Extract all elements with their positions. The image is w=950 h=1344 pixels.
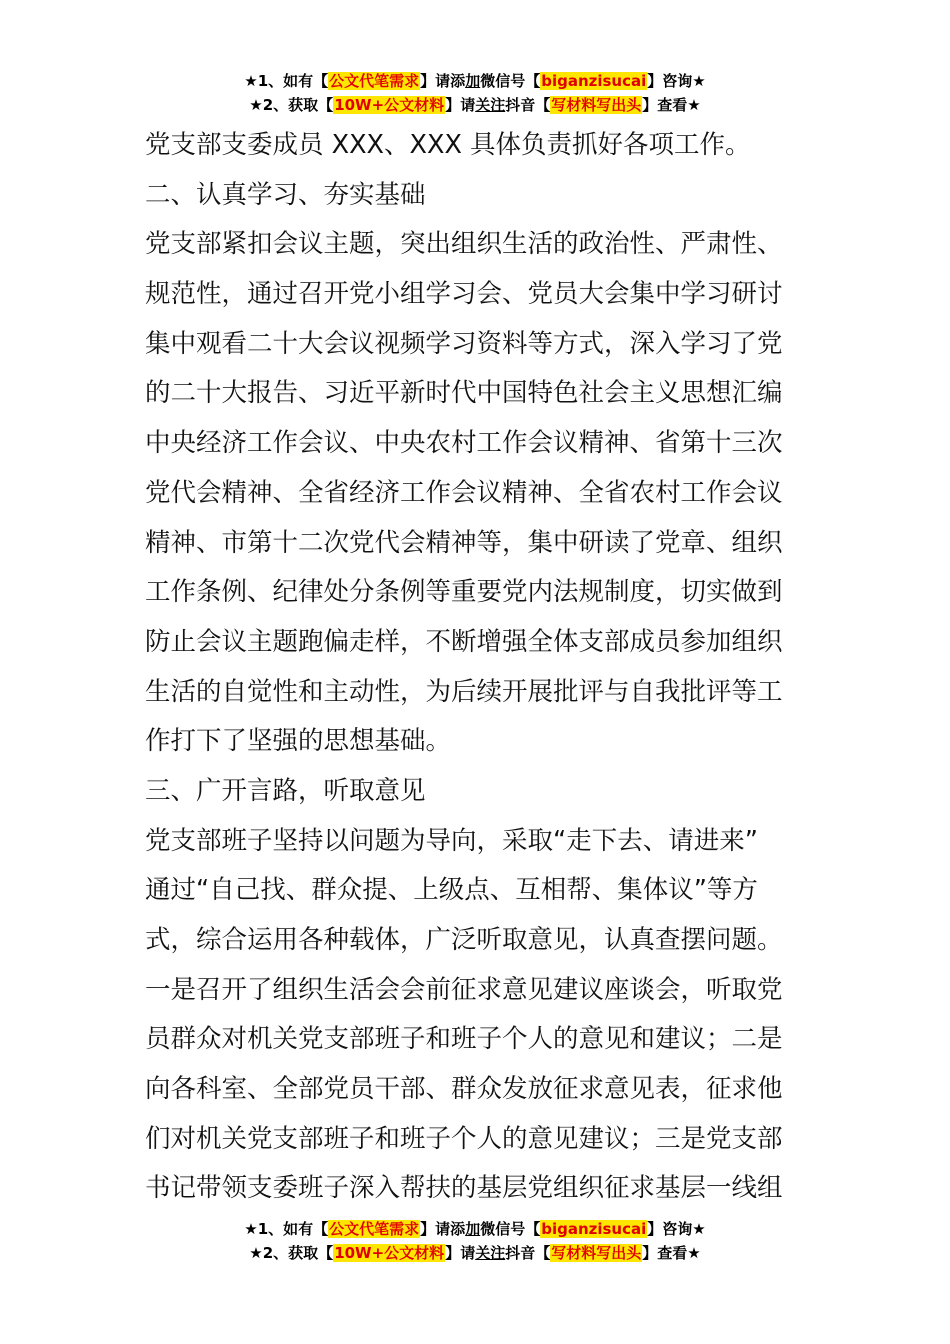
highlight-douyin-account: 写材料写出头 <box>551 1244 642 1262</box>
text-line: 党代会精神、全省经济工作会议精神、全省农村工作会议 <box>145 477 783 508</box>
text-line: 员群众对机关党支部班子和班子个人的意见和建议；二是 <box>145 1024 783 1055</box>
section-heading: 三、广开言路，听取意见 <box>145 775 426 806</box>
highlight-writing-service: 公文代笔需求 <box>329 1220 420 1238</box>
text-line: 作打下了坚强的思想基础。 <box>145 726 452 757</box>
highlight-materials: 10W+公文材料 <box>334 96 445 114</box>
text-line: 精神、市第十二次党代会精神等，集中研读了党章、组织 <box>145 527 783 558</box>
text-line: 防止会议主题跑偏走样，不断增强全体支部成员参加组织 <box>145 626 783 657</box>
text-line: 通过“自己找、群众提、上级点、互相帮、集体议”等方 <box>145 875 758 906</box>
text-line: 规范性，通过召开党小组学习会、党员大会集中学习研讨 <box>145 279 783 310</box>
footer-banner <box>0 1218 950 1266</box>
highlight-writing-service: 公文代笔需求 <box>329 72 420 90</box>
highlight-douyin-account: 写材料写出头 <box>551 96 642 114</box>
text-line: 工作条例、纪律处分条例等重要党内法规制度，切实做到 <box>145 577 783 608</box>
banner-line-1: ★1、如有【公文代笔需求】请添加微信号【biganzisucai】咨询★ <box>244 72 706 90</box>
text-line: 一是召开了组织生活会会前征求意见建议座谈会，听取党 <box>145 974 783 1005</box>
text-line: 党支部班子坚持以问题为导向，采取“走下去、请进来” <box>145 825 758 856</box>
text-line: 书记带领支委班子深入帮扶的基层党组织征求基层一线组 <box>145 1173 783 1204</box>
text-line: 集中观看二十大会议视频学习资料等方式，深入学习了党 <box>145 328 783 359</box>
highlight-materials: 10W+公文材料 <box>334 1244 445 1262</box>
banner-line-1: ★1、如有【公文代笔需求】请添加微信号【biganzisucai】咨询★ <box>244 1220 706 1238</box>
text-line: 的二十大报告、习近平新时代中国特色社会主义思想汇编 <box>145 378 783 409</box>
text-line: 党支部紧扣会议主题，突出组织生活的政治性、严肃性、 <box>145 229 783 260</box>
text-line: 党支部支委成员 XXX、XXX 具体负责抓好各项工作。 <box>145 130 751 160</box>
highlight-wechat-id: biganzisucai <box>541 1220 647 1238</box>
banner-line-2: ★2、获取【10W+公文材料】请关注抖音【写材料写出头】查看★ <box>249 96 701 114</box>
text-line: 们对机关党支部班子和班子个人的意见建议；三是党支部 <box>145 1123 783 1154</box>
text-line: 中央经济工作会议、中央农村工作会议精神、省第十三次 <box>145 428 783 459</box>
text-line: 生活的自觉性和主动性，为后续开展批评与自我批评等工 <box>145 676 783 707</box>
section-heading: 二、认真学习、夯实基础 <box>145 179 426 210</box>
document-body <box>145 121 809 1214</box>
banner-line-2: ★2、获取【10W+公文材料】请关注抖音【写材料写出头】查看★ <box>249 1244 701 1262</box>
text-line: 式，综合运用各种载体，广泛听取意见，认真查摆问题。 <box>145 925 783 955</box>
highlight-wechat-id: biganzisucai <box>541 72 647 90</box>
text-line: 向各科室、全部党员干部、群众发放征求意见表，征求他 <box>145 1074 783 1105</box>
header-banner <box>0 70 950 118</box>
